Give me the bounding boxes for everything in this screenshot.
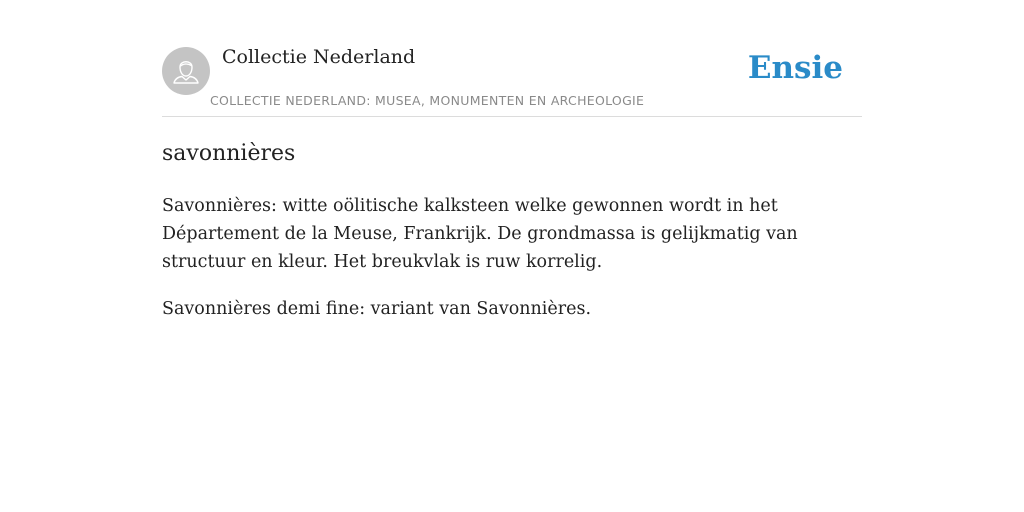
author-subtitle[interactable]: COLLECTIE NEDERLAND: MUSEA, MONUMENTEN EN ARCHEOLOGIE [210, 93, 645, 108]
entry-paragraph: Savonnières: witte oölitische kalksteen welke gewonnen wordt in het Département de la Meuse, Frankrijk. De grondmassa is gelijkmatig van structuur en kleur. Het breukvlak is ruw korrelig. [162, 196, 798, 272]
entry-body [162, 192, 862, 342]
user-avatar-icon [162, 47, 210, 95]
author-avatar[interactable] [162, 47, 210, 95]
entry-paragraph: Savonnières demi fine: variant van Savonnières. [162, 299, 592, 319]
author-name[interactable]: Collectie Nederland [222, 46, 416, 68]
entry-title: savonnières [162, 141, 296, 166]
page-container [162, 0, 862, 319]
entry-header [162, 0, 862, 117]
ensie-logo[interactable]: Ensie [747, 50, 843, 86]
